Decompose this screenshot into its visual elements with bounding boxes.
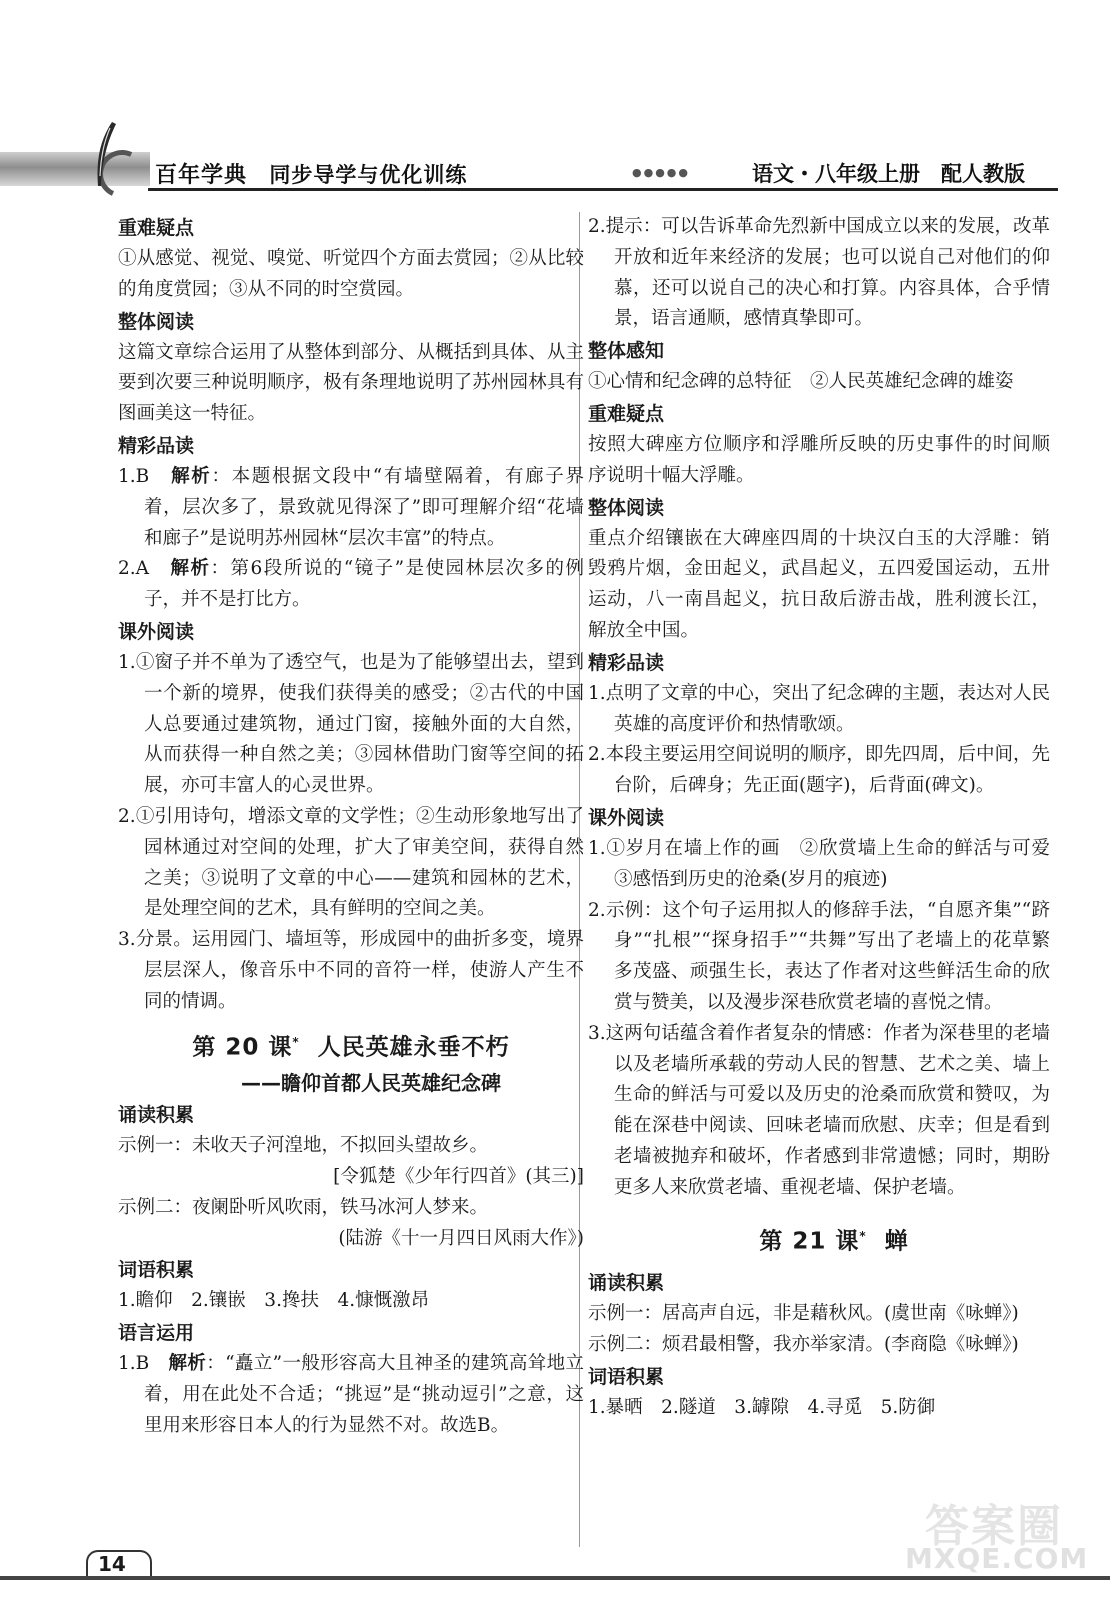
section-title: 整体阅读 xyxy=(588,496,665,519)
section-title: 精彩品读 xyxy=(588,651,665,674)
source-citation: [令狐楚《少年行四首》(其三)] xyxy=(333,1165,584,1187)
lesson-title xyxy=(588,1216,1050,1262)
section-text: ①从感觉、视觉、嗅觉、听觉四个方面去赏园；②从比较的角度赏园；③从不同的时空赏园。 xyxy=(118,248,584,300)
lesson-title xyxy=(118,1022,584,1068)
answer-item: 2.①引用诗句，增添文章的文学性；②生动形象地写出了园林通过对空间的处理，扩大了审美空间，获得自然之美；③说明了文章的中心——建筑和园林的艺术，是处理空间的艺术，具有鲜明的空间之美。 xyxy=(118,805,584,920)
vocab-list: 1.瞻仰 2.镶嵌 3.搀扶 4.慷慨激昂 xyxy=(118,1290,430,1312)
answer-item: 3.分景。运用园门、墙垣等，形成园中的曲折多变，境界层层深人，像音乐中不同的音符一样，使游人产生不同的情调。 xyxy=(118,929,584,1012)
section-title: 词语积累 xyxy=(118,1259,195,1282)
analysis-keyword: 解析 xyxy=(171,465,212,487)
header-title xyxy=(155,158,467,189)
section-title: 诵读积累 xyxy=(118,1104,195,1127)
section-title: 词语积累 xyxy=(588,1365,665,1388)
answer-item: 1.①岁月在墙上作的画 ②欣赏墙上生命的鲜活与可爱 ③感悟到历史的沧桑(岁月的痕迹) xyxy=(588,837,1069,890)
section-title: 精彩品读 xyxy=(118,434,195,457)
right-column xyxy=(588,212,1069,1424)
answer-item: 1.①窗子并不单为了透空气，也是为了能够望出去，望到一个新的境界，使我们获得美的感受；②古代的中国人总要通过建筑物，通过门窗，接触外面的大自然，从而获得一种自然之美；③园林借助门窗等空间的拓展，亦可丰富人的心灵世界。 xyxy=(118,651,584,797)
section-text: ①心情和纪念碑的总特征 ②人民英雄纪念碑的雄姿 xyxy=(588,371,1014,393)
section-text: 重点介绍镶嵌在大碑座四周的十块汉白玉的大浮雕：销毁鸦片烟，金田起义，武昌起义，五四爱国运动，五卅运动，八一南昌起义，抗日敌后游击战，胜利渡长江，解放全中国。 xyxy=(588,527,1050,641)
page-number: 14 xyxy=(98,1552,126,1576)
lesson-mark: * xyxy=(292,1034,300,1049)
section-title: 课外阅读 xyxy=(118,620,195,643)
header-brand: 百年学典 xyxy=(155,163,248,188)
example-text: 示例二：夜阑卧听风吹雨，铁马冰河人梦来。 xyxy=(118,1196,489,1218)
vocab-list: 1.暴晒 2.隧道 3.罅隙 4.寻觅 5.防御 xyxy=(588,1396,936,1418)
section-title: 整体感知 xyxy=(588,340,665,363)
example-text: 示例一：未收天子河湟地，不拟回头望故乡。 xyxy=(118,1135,489,1157)
section-title: 重难疑点 xyxy=(118,217,195,239)
section-title: 课外阅读 xyxy=(588,806,665,829)
analysis-keyword: 解析 xyxy=(170,558,211,580)
header-book-info: 语文・八年级上册 配人教版 xyxy=(752,162,1025,186)
answer-item xyxy=(118,1349,584,1441)
answer-label: 1.B xyxy=(118,465,172,487)
quill-icon xyxy=(92,120,118,190)
answer-label: 1.B xyxy=(118,1353,169,1375)
answer-item: 2.提示：可以告诉革命先烈新中国成立以来的发展，改革开放和近年来经济的发展；也可以说自己对他们的仰慕，还可以说自己的决心和打算。内容具体，合乎情景，语言通顺，感情真挚即可。 xyxy=(588,216,1050,330)
answer-text: ：“矗立”一般形容高大且神圣的建筑高耸地立着，用在此处不合适；“挑逗”是“挑动逗引”之意，这里用来形容日本人的行为显然不对。故选B。 xyxy=(144,1353,584,1436)
answer-item: 1.点明了文章的中心，突出了纪念碑的主题，表达对人民英雄的高度评价和热情歌颂。 xyxy=(588,682,1050,735)
watermark-url: MXQE.COM xyxy=(905,1542,1089,1575)
analysis-keyword: 解析 xyxy=(168,1353,207,1375)
lesson-mark: * xyxy=(859,1228,867,1243)
header-dots: ●●●●● xyxy=(632,166,690,179)
lesson-name: 蝉 xyxy=(884,1228,909,1255)
watermark-logo xyxy=(905,1490,1089,1590)
lesson-number: 第 20 课 xyxy=(192,1034,293,1061)
lesson-subtitle: ——瞻仰首都人民英雄纪念碑 xyxy=(241,1071,501,1096)
section-title: 诵读积累 xyxy=(588,1272,665,1295)
source-citation: (陆游《十一月四日风雨大作》) xyxy=(338,1227,584,1249)
section-title: 重难疑点 xyxy=(588,402,665,425)
watermark-cn: 答案圈 xyxy=(925,1501,1063,1552)
answer-text: ：第6段所说的“镜子”是使园林层次多的例子，并不是打比方。 xyxy=(144,558,584,611)
answer-item: 2.本段主要运用空间说明的顺序，即先四周，后中间，先台阶，后碑身；先正面(题字)，后背面(碑文)。 xyxy=(588,744,1050,797)
answer-item: 2.示例：这个句子运用拟人的修辞手法，“自愿齐集”“跻身”“扎根”“探身招手”“共舞”写出了老墙上的花草繁多茂盛、顽强生长，表达了作者对这些鲜活生命的欣赏与赞美，以及漫步深巷欣赏老墙的喜悦之情。 xyxy=(588,899,1050,1013)
answer-item xyxy=(118,462,584,554)
section-title: 语言运用 xyxy=(118,1322,195,1345)
section-text: 按照大碑座方位顺序和浮雕所反映的历史事件的时间顺序说明十幅大浮雕。 xyxy=(588,433,1050,486)
page-header xyxy=(0,100,1110,210)
answer-item xyxy=(118,554,584,616)
answer-text: ：本题根据文段中“有墙壁隔着，有廊子界着，层次多了，景致就见得深了”即可理解介绍“花墙和廊子”是说明苏州园林“层次丰富”的特点。 xyxy=(144,465,584,549)
lesson-name: 人民英雄永垂不朽 xyxy=(317,1034,510,1061)
header-subtitle: 同步导学与优化训练 xyxy=(269,163,468,187)
section-text: 这篇文章综合运用了从整体到部分、从概括到具体、从主要到次要三种说明顺序，极有条理地说明了苏州园林具有图画美这一特征。 xyxy=(118,341,584,425)
section-title: 整体阅读 xyxy=(118,310,195,333)
header-rule xyxy=(148,188,1058,191)
answer-item: 3.这两句话蕴含着作者复杂的情感：作者为深巷里的老墙以及老墙所承载的劳动人民的智慧、艺术之美、墙上生命的鲜活与可爱以及历史的沧桑而欣赏和赞叹，为能在深巷中阅读、回味老墙而欣慰、庆幸；但是看到老墙被抛弃和破坏，作者感到非常遗憾；同时，期盼更多人来欣赏老墙、重视老墙、保护老墙。 xyxy=(588,1022,1050,1198)
example-text: 示例一：居高声自远，非是藉秋风。(虞世南《咏蝉》) xyxy=(588,1303,1019,1325)
answer-label: 2.A xyxy=(118,558,171,580)
example-text: 示例二：烦君最相警，我亦举家清。(李商隐《咏蝉》) xyxy=(588,1333,1019,1355)
left-column xyxy=(118,212,584,1442)
lesson-number: 第 21 课 xyxy=(759,1228,860,1255)
